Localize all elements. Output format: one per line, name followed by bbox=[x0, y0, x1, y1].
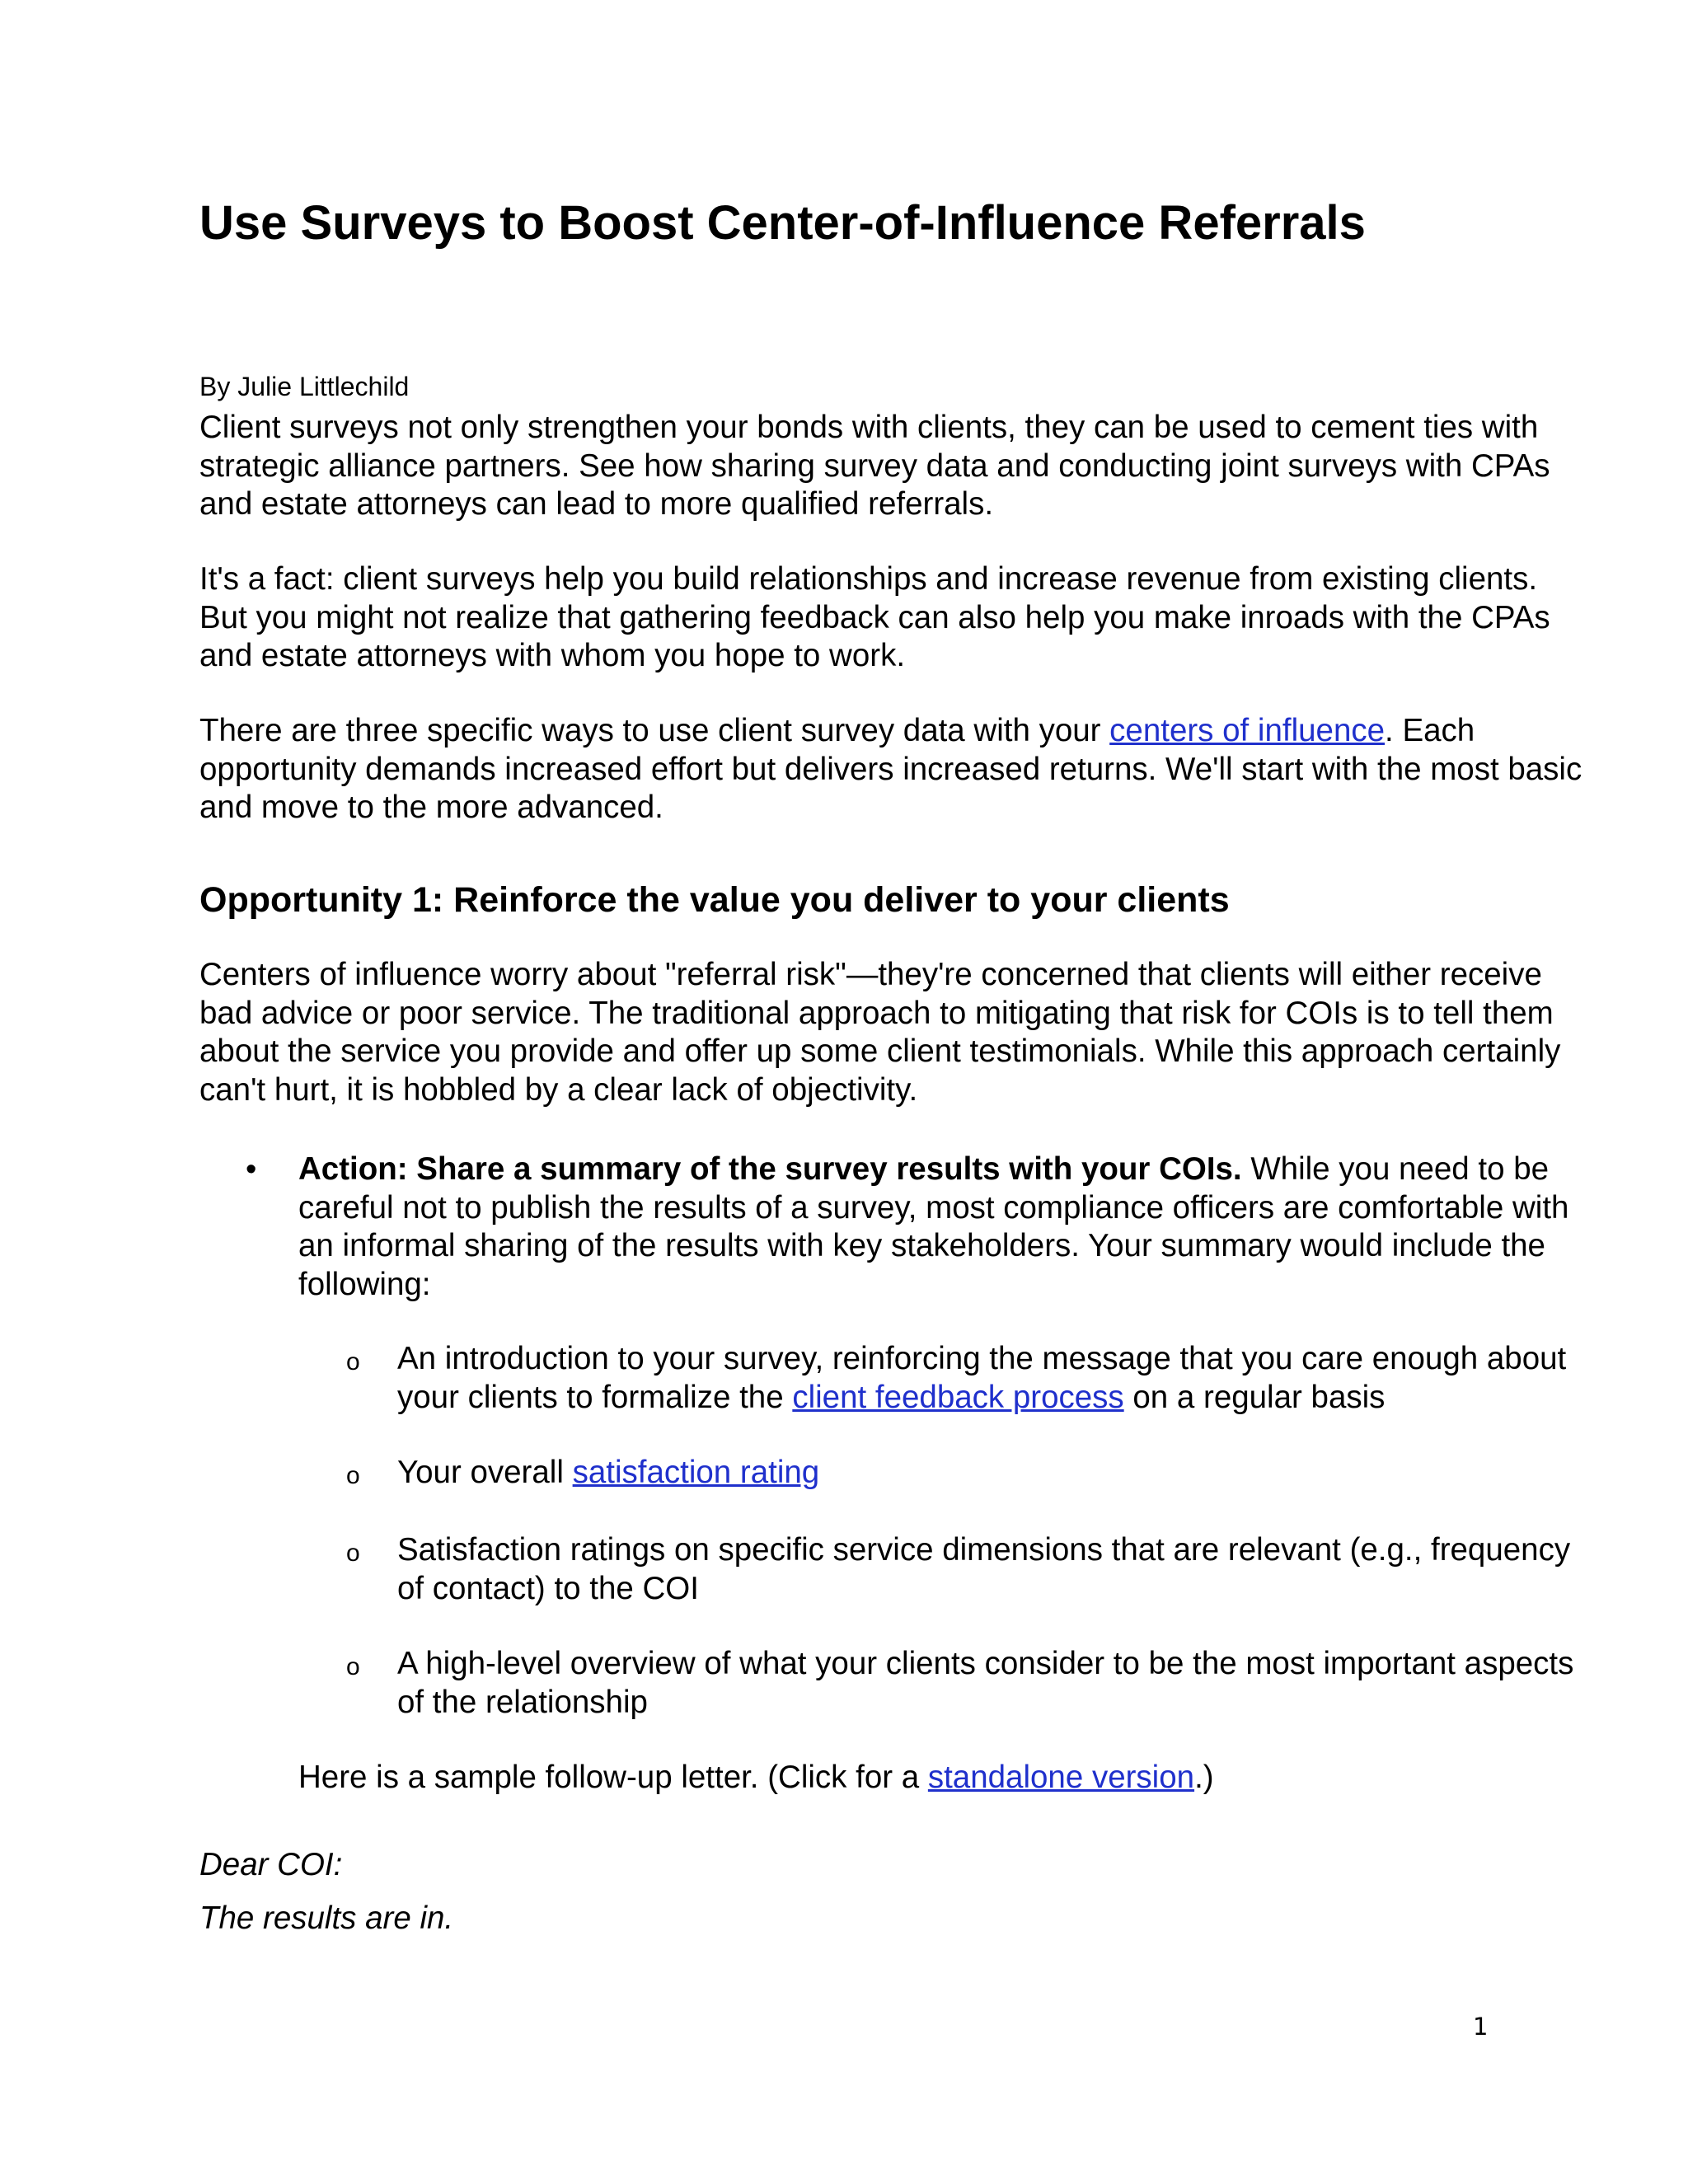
byline: By Julie Littlechild bbox=[199, 372, 410, 401]
letter-first-line: The results are in. bbox=[199, 1900, 454, 1936]
action-bold-text: Action: Share a summary of the survey results with your COIs. bbox=[298, 1151, 1242, 1187]
letter-salutation: Dear COI: bbox=[199, 1847, 343, 1882]
bullet-marker: • bbox=[246, 1152, 257, 1187]
sample-letter-text: Here is a sample follow-up letter. (Click for a bbox=[298, 1760, 928, 1795]
sub-bullet-marker: o bbox=[346, 1462, 360, 1489]
centers-of-influence-link[interactable]: centers of influence bbox=[1109, 713, 1386, 748]
document-title: Use Surveys to Boost Center-of-Influence Referrals bbox=[199, 196, 1366, 250]
sub-bullet-marker: o bbox=[346, 1348, 360, 1376]
standalone-version-link[interactable]: standalone version bbox=[927, 1760, 1195, 1795]
sub-item-introduction-text-after: on a regular basis bbox=[1123, 1379, 1386, 1415]
sub-item-introduction-text: An introduction to your survey, reinforcing the message that you care enough about your clients to formalize the bbox=[397, 1341, 1567, 1415]
three-ways-text-after: . Each opportunity demands increased effort but delivers increased returns. We'll start with the most basic and move to the more advanced. bbox=[199, 713, 1582, 825]
client-feedback-process-link[interactable]: client feedback process bbox=[792, 1379, 1124, 1415]
sample-letter-text-after: .) bbox=[1194, 1760, 1214, 1795]
sample-letter-line bbox=[298, 1759, 1584, 1797]
three-ways-text-before: There are three specific ways to use client survey data with your bbox=[199, 713, 1110, 748]
sub-item-satisfaction bbox=[397, 1454, 1584, 1493]
referral-risk-paragraph: Centers of influence worry about "referral risk"—they're concerned that clients will either receive bad advice or poor service. The traditional approach to mitigating that risk for COIs is to tell them about the service you provide and offer up some client testimonials. While this approach certainly can't hurt, it is hobbled by a clear lack of objectivity. bbox=[199, 957, 1561, 1108]
sub-item-satisfaction-text: Your overall bbox=[397, 1455, 573, 1490]
sub-bullet-marker: o bbox=[346, 1653, 360, 1680]
sub-bullet-marker: o bbox=[346, 1540, 360, 1567]
intro-paragraph: Client surveys not only strengthen your bonds with clients, they can be used to cement ties with strategic alliance partners. See how sharing survey data and conducting joint surveys with CPAs and estate attorneys can lead to more qualified referrals. bbox=[199, 410, 1550, 522]
fact-paragraph: It's a fact: client surveys help you build relationships and increase revenue from existing clients. But you might not realize that gathering feedback can also help you make inroads with the CPAs and estate attorneys with whom you hope to work. bbox=[199, 561, 1550, 673]
page-number: 1 bbox=[1473, 2013, 1489, 2041]
three-ways-paragraph bbox=[199, 712, 1584, 827]
sub-item-overview: A high-level overview of what your clients consider to be the most important aspects of the relationship bbox=[397, 1646, 1574, 1720]
action-body-text: While you need to be careful not to publish the results of a survey, most compliance officers are comfortable with an informal sharing of the results with key stakeholders. Your summary would include the following: bbox=[298, 1151, 1569, 1302]
action-bullet-item bbox=[298, 1151, 1584, 1304]
opportunity-1-heading: Opportunity 1: Reinforce the value you deliver to your clients bbox=[199, 880, 1230, 920]
sub-item-introduction bbox=[397, 1340, 1584, 1417]
sub-item-service-dimensions: Satisfaction ratings on specific service dimensions that are relevant (e.g., frequency of contact) to the COI bbox=[397, 1532, 1571, 1606]
satisfaction-rating-link[interactable]: satisfaction rating bbox=[572, 1455, 820, 1490]
